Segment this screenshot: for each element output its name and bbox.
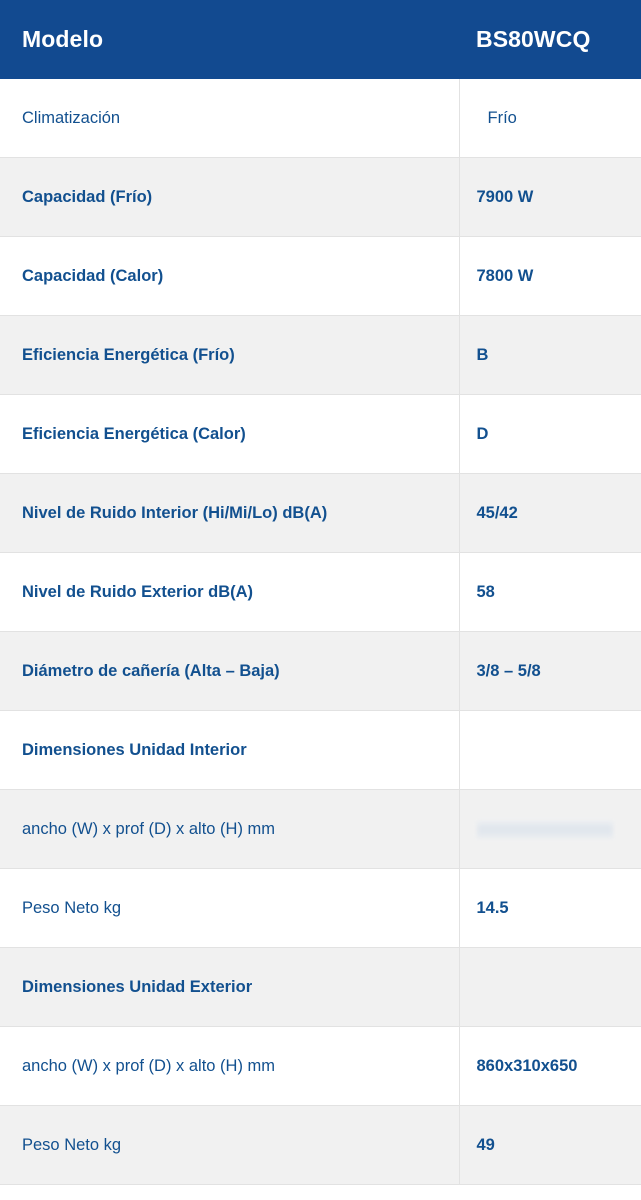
row-value: Frío [459,79,641,158]
row-label: ancho (W) x prof (D) x alto (H) mm [0,1027,459,1106]
row-value: 58 [459,553,641,632]
row-value [459,790,641,869]
row-label: Eficiencia Energética (Frío) [0,316,459,395]
redacted-value [477,821,613,838]
table-body [0,79,641,1185]
row-value: B [459,316,641,395]
header-model-value: BS80WCQ [459,0,641,79]
header-model-label: Modelo [0,0,459,79]
row-label: Climatización [0,79,459,158]
row-label: Diámetro de cañería (Alta – Baja) [0,632,459,711]
row-label: Capacidad (Calor) [0,237,459,316]
row-label: Capacidad (Frío) [0,158,459,237]
table-row [0,1106,641,1185]
table-row [0,237,641,316]
row-label: Dimensiones Unidad Interior [0,711,459,790]
row-label: Nivel de Ruido Interior (Hi/Mi/Lo) dB(A) [0,474,459,553]
table-row [0,158,641,237]
table-header-row [0,0,641,79]
table-row [0,553,641,632]
table-row [0,711,641,790]
table-row [0,395,641,474]
row-label: Peso Neto kg [0,1106,459,1185]
row-value: 49 [459,1106,641,1185]
table-header [0,0,641,79]
table-row [0,869,641,948]
table-row [0,474,641,553]
row-value [459,948,641,1027]
row-label: Peso Neto kg [0,869,459,948]
row-label: Eficiencia Energética (Calor) [0,395,459,474]
row-value: D [459,395,641,474]
row-value: 14.5 [459,869,641,948]
table-row [0,790,641,869]
row-label: ancho (W) x prof (D) x alto (H) mm [0,790,459,869]
row-value [459,711,641,790]
row-value: 7900 W [459,158,641,237]
row-label: Dimensiones Unidad Exterior [0,948,459,1027]
row-value: 7800 W [459,237,641,316]
table-row [0,79,641,158]
row-value: 860x310x650 [459,1027,641,1106]
table-row [0,1027,641,1106]
table-row [0,632,641,711]
table-row [0,316,641,395]
row-label: Nivel de Ruido Exterior dB(A) [0,553,459,632]
table-row [0,948,641,1027]
row-value: 45/42 [459,474,641,553]
row-value: 3/8 – 5/8 [459,632,641,711]
